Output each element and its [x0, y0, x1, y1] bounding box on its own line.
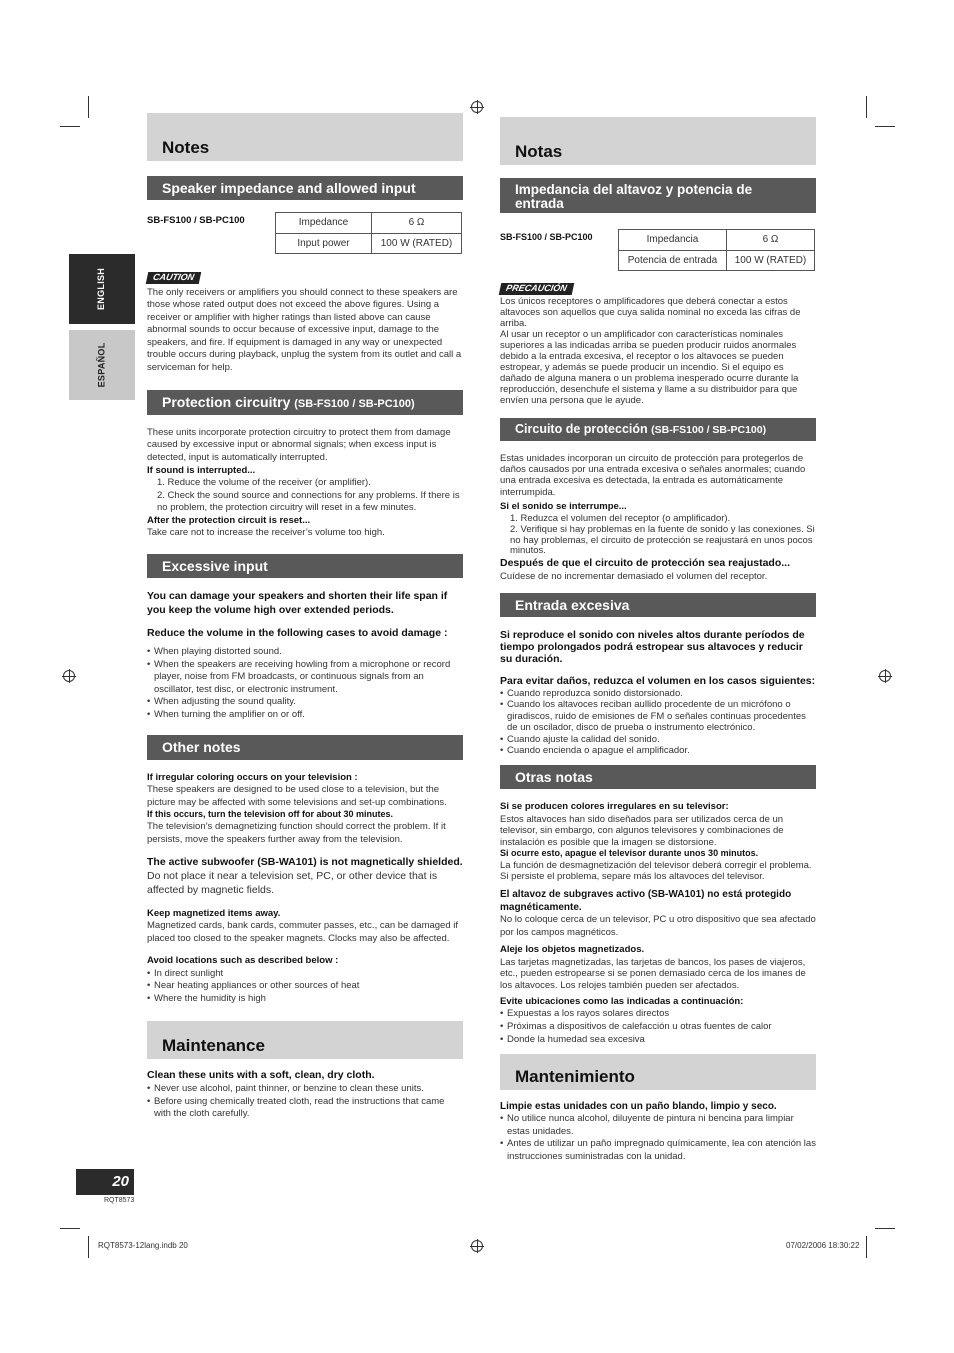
- avoid-heading: Avoid locations such as described below :: [147, 955, 339, 967]
- maintenance-heading: Clean these units with a soft, clean, dry cloth.: [147, 1069, 375, 1082]
- proteccion-after-text: Cuídese de no incrementar demasiado el volumen del receptor.: [500, 571, 768, 583]
- proteccion-heading: [500, 418, 816, 441]
- list-item: 1. Reduce the volume of the receiver (or amplifier).: [157, 477, 371, 489]
- entrada-reduce: Para evitar daños, reduzca el volumen en los casos siguientes:: [500, 675, 816, 688]
- protection-after-text: Take care not to increase the receiver’s volume too high.: [147, 527, 385, 539]
- maintenance-title: Maintenance: [147, 1021, 463, 1059]
- english-column: [147, 113, 463, 1121]
- subgraves-heading: El altavoz de subgraves activo (SB-WA101) no está protegido magnéticamente.: [500, 888, 792, 913]
- list-item: • Before using chemically treated cloth, read the instructions that came with the cloth carefully.: [147, 1096, 463, 1121]
- list-item: • Expuestas a los rayos solares directos: [500, 1008, 816, 1021]
- tv-text: Estos altavoces han sido diseñados para ser utilizados cerca de un televisor, sin embargo, con algunos televisores y combinaciones de instalación es posible que la imagen se distorsione.: [500, 813, 784, 848]
- proteccion-after-heading: Después de que el circuito de protección sea reajustado...: [500, 557, 791, 570]
- spec-table: [275, 212, 462, 253]
- mantenimiento-heading: Limpie estas unidades con un paño blando, limpio y seco.: [500, 1101, 777, 1113]
- tv-text: These speakers are designed to be used close to a television, but the picture may be affected with some televisions and set-up combinations.: [147, 784, 447, 808]
- model-label: SB-FS100 / SB-PC100: [500, 232, 593, 243]
- list-item: • When the speakers are receiving howling from a microphone or record player, noise from FM broadcasts, or continuous signals from an oscillator, test disc, or electronic instrument.: [147, 659, 463, 697]
- avoid-list: [147, 968, 463, 1006]
- mantenimiento-list: [500, 1113, 816, 1163]
- magnet-heading: Keep magnetized items away.: [147, 907, 281, 919]
- list-item: • Cuando los altavoces reciban aullido procedente de un micrófono o giradiscos, ruido de emisiones de FM o señales continuas procedentes de un oscilador, disco de prueba o instrumento electrónico.: [500, 699, 816, 734]
- protection-heading-model: (SB-FS100 / SB-PC100): [294, 398, 415, 411]
- crop-mark: [875, 1228, 895, 1229]
- caution-text-2: Al usar un receptor o un amplificador con características nominales superiores a las indicadas arriba se pueden producir ruidos anormales debido a la entrada excesiva, el receptor o los altavoces se pueden estropear, y además se puede producir un incendio. Si el equipo es dañado de alguna manera o un problema inesperado ocurre durante la reproducción, desenchufe el sistema y llame a su distribuidor para que envíen una persona que le ayude.: [500, 328, 799, 406]
- list-item: • No utilice nunca alcohol, diluyente de pintura ni bencina para limpiar estas unidades.: [500, 1113, 816, 1138]
- excessive-input-heading: Excessive input: [147, 554, 463, 578]
- crop-mark: [866, 96, 867, 118]
- protection-text: These units incorporate protection circuitry to protect them from damage caused by excessive input or abnormal signals; when excess input is detected, input is automatically interrupted.: [147, 426, 451, 464]
- notas-title: Notas: [500, 117, 816, 165]
- notes-title: Notes: [147, 113, 463, 161]
- registration-mark-icon: [63, 670, 75, 682]
- list-item: 2. Check the sound source and connections for any problems. If there is no problem, the protection circuitry will reset in a few minutes.: [157, 489, 460, 514]
- caution-text: Los únicos receptores o amplificadores que deberá conectar a estos altavoces son aquellos que cuya salida nominal no exceda las cifras de arriba.: [500, 295, 801, 329]
- magnet-text: Las tarjetas magnetizadas, las tarjetas de bancos, los pases de viajeros, etc., pueden estropearse si se ponen demasiado cerca de los imanes de los altavoces. Los relojes también pueden ser afectados.: [500, 956, 806, 991]
- tv-bold: Si ocurre esto, apague el televisor durante unos 30 minutos.: [500, 848, 759, 859]
- spec-table: [618, 229, 815, 270]
- impedance-heading: Speaker impedance and allowed input: [147, 176, 463, 200]
- mantenimiento-title: Mantenimiento: [500, 1054, 816, 1090]
- registration-mark-icon: [879, 670, 891, 682]
- impedance-spec: [147, 212, 463, 253]
- crop-mark: [875, 126, 895, 127]
- entrada-excesiva-heading: Entrada excesiva: [500, 593, 816, 617]
- entrada-lead: Si reproduce el sonido con niveles altos durante períodos de tiempo prolongados podrá estropear sus altavoces y reducir su duración.: [500, 629, 805, 666]
- caution-text: The only receivers or amplifiers you should connect to these speakers are those whose rated output does not exceed the above figures. Using a receiver or amplifier with higher ratings than listed above can cause abnormal sounds to occur because of excessive input, damage to the speakers, and fire. If equipment is damaged in any way or unexpected trouble occurs during playback, unplug the system from its outlet and call a serviceman for help.: [147, 286, 462, 373]
- tv-heading: If irregular coloring occurs on your television :: [147, 771, 358, 783]
- caution-badge: CAUTION: [146, 272, 202, 284]
- excessive-reduce: Reduce the volume in the following cases to avoid damage :: [147, 627, 448, 640]
- tv-heading: Si se producen colores irregulares en su televisor:: [500, 801, 729, 813]
- magnet-text: Magnetized cards, bank cards, commuter passes, etc., can be damaged if placed too closed to the speaker magnets. Clocks may also be affected.: [147, 920, 459, 944]
- list-item: • When turning the amplifier on or off.: [147, 709, 463, 722]
- list-item: • Cuando encienda o apague el amplificador.: [500, 745, 816, 757]
- registration-mark-icon: [471, 101, 483, 113]
- magnet-heading: Aleje los objetos magnetizados.: [500, 944, 645, 956]
- language-tab-espanol: [69, 330, 135, 400]
- list-item: • Antes de utilizar un paño impregnado químicamente, lea con atención las instrucciones suministradas con la unidad.: [500, 1138, 816, 1163]
- crop-mark: [60, 1228, 80, 1229]
- otras-notas-heading: Otras notas: [500, 765, 816, 789]
- language-tab-english: [69, 254, 135, 324]
- subgraves-text: No lo coloque cerca de un televisor, PC u otro dispositivo que sea afectado por los campos magnéticos.: [500, 914, 816, 938]
- footer-file: RQT8573-12lang.indb 20: [98, 1241, 188, 1250]
- model-label: SB-FS100 / SB-PC100: [147, 215, 245, 227]
- protection-after-heading: After the protection circuit is reset...: [147, 514, 311, 526]
- list-item: • Near heating appliances or other sources of heat: [147, 980, 463, 993]
- crop-mark: [88, 96, 89, 118]
- spanish-column: [500, 117, 816, 1163]
- list-item: • Próximas a dispositivos de calefacción u otras fuentes de calor: [500, 1021, 816, 1034]
- list-item: • Cuando reproduzca sonido distorsionado.: [500, 688, 816, 700]
- spec-key: Potencia de entrada: [619, 250, 727, 270]
- list-item: • Cuando ajuste la calidad del sonido.: [500, 734, 816, 746]
- spec-value: 6 Ω: [372, 213, 462, 233]
- spec-value: 6 Ω: [727, 230, 815, 250]
- list-item: 1. Reduzca el volumen del receptor (o amplificador).: [510, 512, 731, 524]
- evite-heading: Evite ubicaciones como las indicadas a continuación:: [500, 995, 744, 1007]
- excessive-lead: You can damage your speakers and shorten their life span if you keep the volume high over extended periods.: [147, 590, 448, 616]
- crop-mark: [88, 1236, 89, 1258]
- crop-mark: [60, 126, 80, 127]
- other-notes-heading: Other notes: [147, 735, 463, 759]
- list-item: • When adjusting the sound quality.: [147, 696, 463, 709]
- entrada-list: [500, 688, 816, 757]
- spec-key: Input power: [276, 233, 372, 253]
- proteccion-subheading: Si el sonido se interrumpe...: [500, 501, 627, 513]
- language-tab-label: ENGLISH: [96, 267, 107, 311]
- spec-key: Impedance: [276, 213, 372, 233]
- tv-text-2: The television’s demagnetizing function should correct the problem. If it persists, move the speakers further away from the television.: [147, 821, 446, 845]
- page-number: 20: [76, 1169, 134, 1195]
- list-item: • Never use alcohol, paint thinner, or benzine to clean these units.: [147, 1083, 463, 1096]
- doc-code: RQT8573: [104, 1197, 135, 1204]
- list-item: • Where the humidity is high: [147, 993, 463, 1006]
- proteccion-steps: [500, 514, 816, 558]
- protection-steps: [147, 477, 463, 515]
- maintenance-list: [147, 1083, 463, 1121]
- proteccion-heading-text: Circuito de protección: [515, 421, 648, 436]
- list-item: 2. Verifique si hay problemas en la fuente de sonido y las conexiones. Si no hay problemas, el circuito de protección se reajustará en unos pocos minutos.: [510, 523, 815, 557]
- proteccion-text: Estas unidades incorporan un circuito de protección para protegerlos de daños causados por una entrada excesiva o señales anormales; cuando una entrada excesiva es detectada, la entrada es automáticamente interrumpida.: [500, 452, 806, 498]
- tv-text-2: La función de desmagnetización del televisor deberá corregir el problema. Si persiste el problema, separe más los altavoces del televisor.: [500, 860, 812, 883]
- language-tab-label: ESPAÑOL: [96, 342, 107, 388]
- crop-mark: [866, 1236, 867, 1258]
- registration-mark-icon: [471, 1240, 483, 1252]
- impedancia-heading: Impedancia del altavoz y potencia de entrada: [500, 178, 816, 213]
- list-item: • In direct sunlight: [147, 968, 463, 981]
- subwoofer-text: Do not place it near a television set, PC, or other device that is affected by magnetic fields.: [147, 869, 438, 896]
- tv-bold: If this occurs, turn the television off for about 30 minutes.: [147, 809, 394, 820]
- protection-heading: [147, 390, 463, 415]
- protection-heading-text: Protection circuitry: [162, 394, 291, 411]
- spec-value: 100 W (RATED): [372, 233, 462, 253]
- list-item: • Donde la humedad sea excesiva: [500, 1034, 816, 1047]
- spec-key: Impedancia: [619, 230, 727, 250]
- caution-badge: PRECAUCIÓN: [499, 283, 574, 295]
- list-item: • When playing distorted sound.: [147, 646, 463, 659]
- proteccion-heading-model: (SB-FS100 / SB-PC100): [651, 423, 767, 436]
- spec-value: 100 W (RATED): [727, 250, 815, 270]
- subwoofer-heading: The active subwoofer (SB-WA101) is not magnetically shielded.: [147, 856, 463, 869]
- impedancia-spec: [500, 229, 816, 270]
- protection-subheading: If sound is interrupted...: [147, 464, 256, 476]
- excessive-list: [147, 646, 463, 721]
- evite-list: [500, 1008, 816, 1046]
- footer-timestamp: 07/02/2006 18:30:22: [786, 1241, 860, 1250]
